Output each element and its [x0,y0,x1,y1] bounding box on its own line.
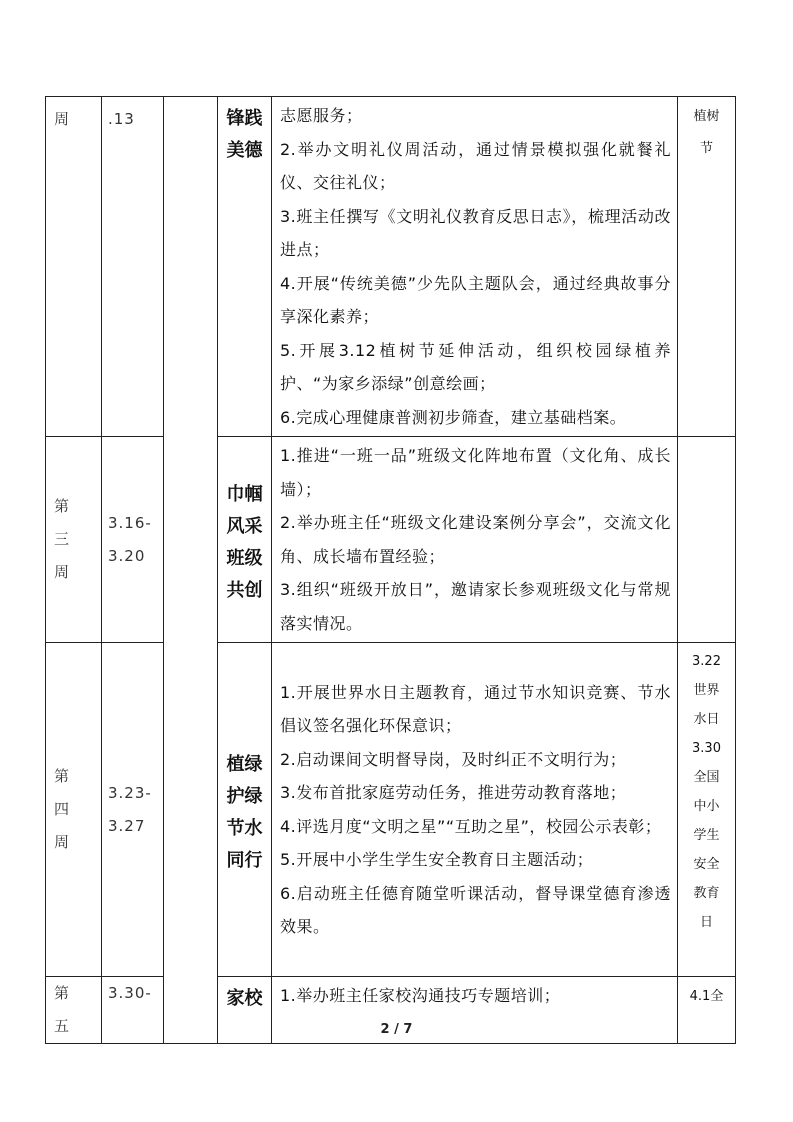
content-cell [272,643,678,977]
table-row [46,437,736,643]
date-cell: 3.23- 3.27 [102,643,164,977]
activity-item: 3.发布首批家庭劳动任务，推进劳动教育落地； [280,783,627,802]
activity-item: 6.启动班主任德育随堂听课活动，督导课堂德育渗透效果。 [280,883,671,936]
activity-item: 1.举办班主任家校沟通技巧专题培训； [280,986,561,1005]
table-row [46,643,736,977]
activity-item: 1.开展世界水日主题教育，通过节水知识竞赛、节水倡议签名强化环保意识； [280,682,671,735]
week-cell: 第四周 [46,643,102,977]
activity-item: 3.组织“班级开放日”，邀请家长参观班级文化与常规落实情况。 [280,580,671,633]
activity-item: 2.启动课间文明督导岗，及时纠正不文明行为； [280,749,627,769]
week-cell: 第三周 [46,437,102,643]
theme-cell: 家校 [218,977,272,1044]
activity-item: 3.班主任撰写《文明礼仪教育反思日志》，梳理活动改进点； [280,206,671,259]
schedule-table [45,96,736,1044]
activity-item: 6.完成心理健康普测初步筛查，建立基础档案。 [280,407,627,427]
activity-item: 2.举办文明礼仪周活动，通过情景模拟强化就餐礼仪、交往礼仪； [280,139,671,192]
activity-item: 4.开展“传统美德”少先队主题队会，通过经典故事分享深化素养； [280,273,671,326]
note-cell: 4.1全 [678,977,736,1044]
note-cell: 3.22 世界 水日 3.30 全国 中小 学生 安全 教育 日 [678,643,736,977]
week-cell: 周 [46,97,102,437]
activity-item: 4.评选月度“文明之星”“互助之星”，校园公示表彰； [280,816,662,836]
theme-cell: 锋践 美德 [218,97,272,437]
note-cell [678,437,736,643]
week-cell: 第五 [46,977,102,1044]
date-cell: 3.16- 3.20 [102,437,164,643]
content-cell [272,437,678,643]
activity-item: 1.推进“一班一品”班级文化阵地布置（文化角、成长墙）； [280,446,671,499]
blank-column [164,97,218,1044]
date-cell: 3.30- [102,977,164,1044]
activity-item: 5.开展中小学生学生安全教育日主题活动； [280,850,594,869]
date-cell: .13 [102,97,164,437]
table-row [46,97,736,437]
activity-item: 5.开展3.12植树节延伸活动，组织校园绿植养护、“为家乡添绿”创意绘画； [280,340,671,393]
page-number: 2 / 7 [380,1022,413,1037]
content-cell [272,97,678,437]
theme-cell: 植绿 护绿 节水 同行 [218,643,272,977]
note-cell: 植树 节 [678,97,736,437]
activity-item: 2.举办班主任“班级文化建设案例分享会”，交流文化角、成长墙布置经验； [280,513,671,566]
activity-item: 志愿服务； [280,106,363,125]
theme-cell: 巾帼 风采 班级 共创 [218,437,272,643]
